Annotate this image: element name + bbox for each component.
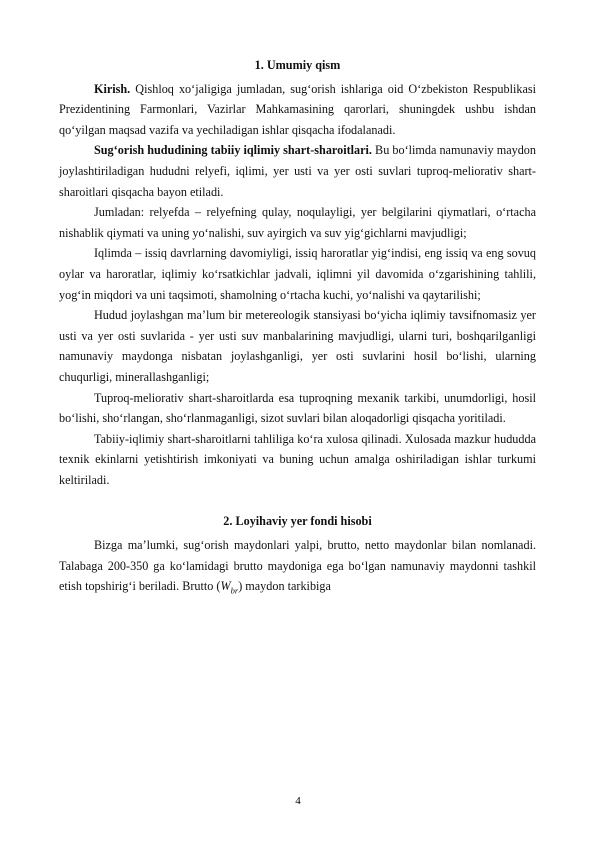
paragraph-text: Iqlimda – issiq davrlarning davomiyligi, issiq haroratlar yig‘indisi, eng issiq va eng sovuq oylar va haroratlar, iqlimiy ko‘rsatkichlar jadvali, iqlimni yil davomida o‘zgarishining tahlili, yog‘in miqdori va uni taqsimoti, shamolning o‘rtacha kuchi, yo‘nalishi va qaytarilishi; [59,246,536,302]
section-1-title: 1. Umumiy qism [254,58,341,72]
paragraph-text: Qishloq xo‘jaligiga jumladan, sug‘orish ishlariga oid O‘zbekiston Respublikasi Prezidentining Farmonlari, Vazirlar Mahkamasining qarorlari, shuningdek ushbu ishdan qo‘yilgan maqsad vazifa va yechiladigan ishlar qisqacha ifodalanadi. [59,81,536,137]
section-1-paragraph [59,243,536,305]
paragraph-text: Hudud joylashgan ma’lum bir metereologik stansiyasi bo‘yicha iqlimiy tavsifnomasiz yer usti va yer osti suvlarida - yer usti suv manbalarining mavjudligi, ularni turi, boshqarilganligi namunaviy maydonga nisbatan joylashganligi, yer osti suvlarini hosil bo‘lishi, ularning chuqurligi, minerallashganligi; [59,308,536,384]
paragraph-text: Jumladan: relyefda – relyefning qulay, noqulayligi, yer belgilarini qiymatlari, o‘rtacha nishablik qiymati va uning yo‘nalishi, suv ayirgich va suv yig‘gichlarni mavjudligi; [59,205,536,240]
section-1-body [59,79,536,491]
section-1-paragraph [59,202,536,243]
paragraph-lead: Kirish. [94,81,131,96]
section-2-title: 2. Loyihaviy yer fondi hisobi [223,514,372,529]
section-1-paragraph [59,429,536,491]
page-number: 4 [295,795,301,807]
paragraph-text-cont: ) maydon tarkibiga [238,579,331,594]
brutto-symbol: W [220,579,231,594]
section-1-paragraph [59,79,536,141]
paragraph-text: Tuproq-meliorativ shart-sharoitlarda esa tuproqning mexanik tarkibi, unumdorligi, hosil bo‘lishi, sho‘rlangan, sho‘rlanmaganligi, sizot suvlari bilan aloqadorligi qisqacha yoritiladi. [59,390,536,426]
paragraph-text: Bu bo‘limda namunaviy maydon joylashtiriladigan hududni relyefi, iqlimi, yer usti va yer osti suvlari tuproq-meliorativ shart-sharoitlari qisqacha bayon etiladi. [59,143,536,199]
section-1-paragraph [59,388,536,429]
brutto-subscript: br [230,585,239,596]
paragraph-lead: Sug‘orish hududining tabiiy iqlimiy shart-sharoitlari. [94,143,372,158]
section-1-paragraph [59,140,536,202]
section-2-paragraph [59,535,536,597]
paragraph-text: Bizga ma’lumki, sug‘orish maydonlari yalpi, brutto, netto maydonlar bilan nomlanadi. Talabaga 200-350 ga ko‘lamidagi brutto maydoniga ega bo‘lgan namunaviy maydonni tashkil etish topshirig‘i beriladi. Brutto ( [59,538,536,594]
section-1-paragraph [59,305,536,387]
paragraph-text: Tabiiy-iqlimiy shart-sharoitlarni tahliliga ko‘ra xulosa qilinadi. Xulosada mazkur hududda texnik ekinlarni yetishtirish imkoniyati va buning uchun amalga oshiriladigan ishlar turkumi keltiriladi. [59,431,536,487]
